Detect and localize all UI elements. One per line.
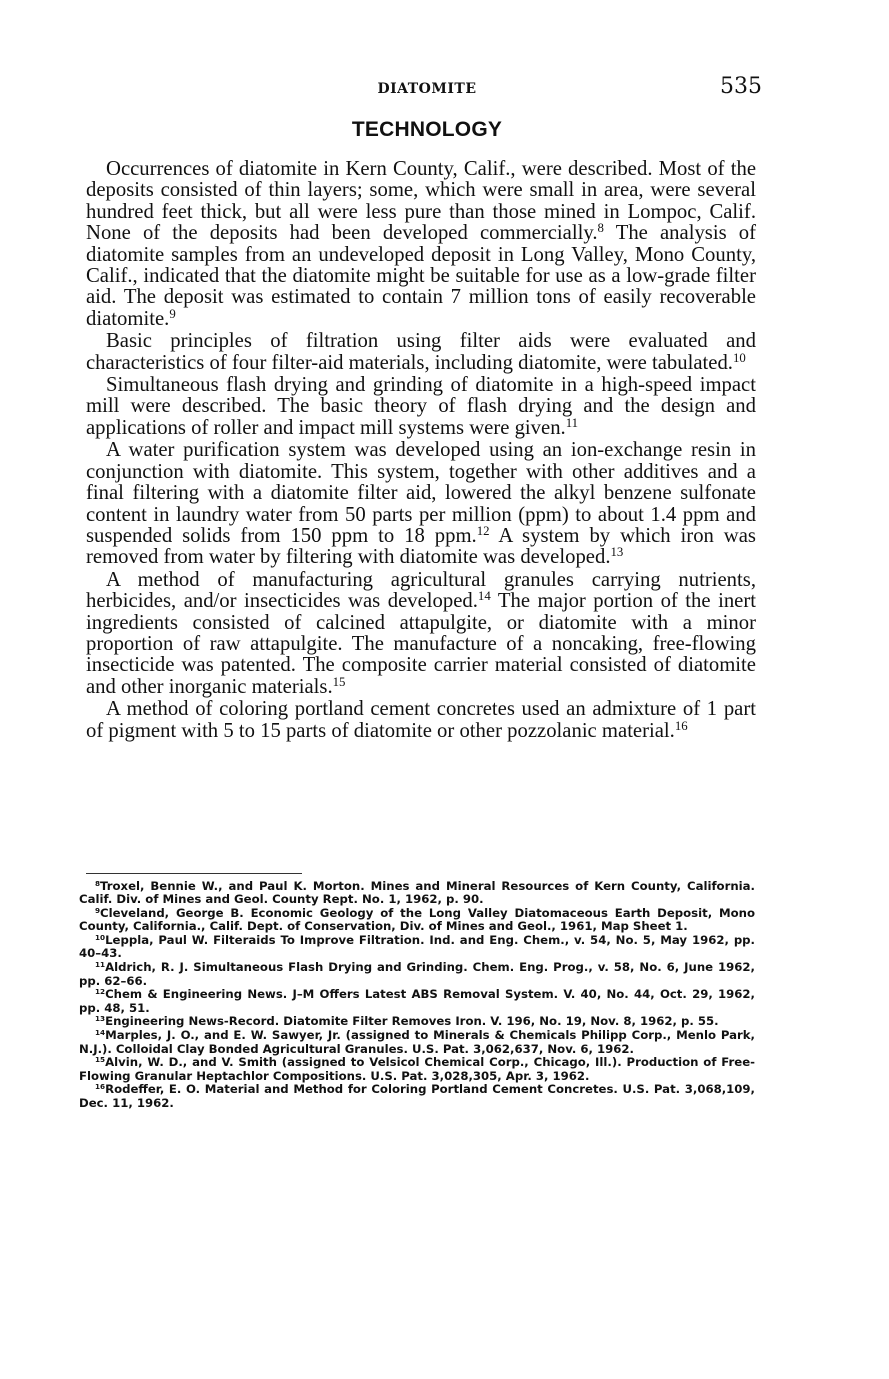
footnote-text: Aldrich, R. J. Simultaneous Flash Drying and Grinding. Chem. Eng. Prog., v. 58, No. 6, June 1962, pp. 62–66. — [79, 960, 755, 988]
footnote — [79, 934, 755, 961]
footnote-ref: 16 — [674, 718, 688, 733]
footnote-text: Rodeffer, E. O. Material and Method for Coloring Portland Cement Concretes. U.S. Pat. 3,068,109, Dec. 11, 1962. — [79, 1082, 755, 1110]
footnote-ref: 15 — [332, 674, 346, 689]
paragraph — [86, 570, 756, 698]
footnote-ref: 13 — [610, 545, 624, 560]
footnote — [79, 1015, 755, 1028]
footnote-divider — [86, 873, 302, 874]
footnote-number: 10 — [95, 933, 106, 943]
paragraph-text: Basic principles of filtration using filter aids were evaluated and characteristics of four filter-aid materials, including diatomite, were tabulated. — [86, 330, 756, 374]
footnote-number: 14 — [95, 1028, 106, 1038]
paragraph-text: A system by which iron was removed from water by filtering with diatomite was developed. — [86, 524, 756, 569]
paragraph-text: The analysis of diatomite samples from an undeveloped deposit in Long Valley, Mono County, Calif., indicated that the diatomite might be suitable for use as a low-grade filter aid. The deposit was estimated to contain 7 million tons of easily recoverable diatomite. — [86, 222, 756, 330]
footnote — [79, 961, 755, 988]
footnote-ref: 9 — [169, 306, 176, 321]
footnote — [79, 988, 755, 1015]
paragraph-text: A method of coloring portland cement concretes used an admixture of 1 part of pigment with 5 to 15 parts of diatomite or other pozzolanic material. — [86, 698, 756, 742]
paragraph — [86, 331, 756, 374]
paragraph-text: Simultaneous flash drying and grinding of diatomite in a high-speed impact mill were described. The basic theory of flash drying and the design and applications of roller and impact mill systems were given. — [86, 374, 756, 439]
footnote-text: Marples, J. O., and E. W. Sawyer, Jr. (assigned to Minerals & Chemicals Philipp Corp., Menlo Park, N.J.). Colloidal Clay Bonded Agricultural Granules. U.S. Pat. 3,062,637, Nov. 6, 1962. — [79, 1028, 755, 1056]
section-title: TECHNOLOGY — [351, 118, 503, 141]
footnote-ref: 12 — [476, 523, 490, 538]
footnote — [79, 907, 755, 934]
footnote — [79, 880, 755, 907]
footnote — [79, 1083, 755, 1110]
footnote-text: Troxel, Bennie W., and Paul K. Morton. Mines and Mineral Resources of Kern County, California. Calif. Div. of Mines and Geol. County Rept. No. 1, 1962, p. 90. — [79, 879, 755, 907]
paragraph — [86, 699, 756, 742]
paragraph-text: Occurrences of diatomite in Kern County, Calif., were described. Most of the deposits consisted of thin layers; some, which were small in area, were several hundred feet thick, but all were less pure than those mined in Lompoc, Calif. None of the deposits had been developed commercially. — [86, 158, 756, 245]
footnote-text: Cleveland, George B. Economic Geology of the Long Valley Diatomaceous Earth Deposit, Mono County, California., Calif. Dept. of Conservation, Div. of Mines and Geol., 1961, Map Sheet 1. — [79, 906, 755, 934]
footnote-ref: 11 — [565, 415, 579, 430]
footnote-ref: 8 — [597, 221, 604, 236]
body-text — [86, 159, 756, 743]
footnote-ref: 10 — [732, 350, 746, 365]
paragraph — [86, 375, 756, 439]
footnote-number: 13 — [95, 1014, 106, 1024]
footnote-ref: 14 — [477, 589, 491, 604]
footnote-number: 8 — [95, 879, 101, 889]
footnote-text: Alvin, W. D., and V. Smith (assigned to Velsicol Chemical Corp., Chicago, Ill.). Production of Free-Flowing Granular Heptachlor Compositions. U.S. Pat. 3,028,305, Apr. 3, 1962. — [79, 1055, 755, 1083]
footnote-number: 11 — [95, 960, 106, 970]
footnote — [79, 1056, 755, 1083]
footnotes — [79, 880, 755, 1111]
footnote-number: 9 — [95, 906, 101, 916]
footnote-number: 12 — [95, 987, 106, 997]
running-title: DIATOMITE — [377, 81, 477, 97]
footnote-text: Chem & Engineering News. J–M Offers Latest ABS Removal System. V. 40, No. 44, Oct. 29, 1962, pp. 48, 51. — [79, 987, 755, 1015]
page-number: 535 — [720, 74, 762, 99]
footnote — [79, 1029, 755, 1056]
paragraph — [86, 159, 756, 330]
paragraph-text: A method of manufacturing agricultural granules carrying nutrients, herbicides, and/or insecticides was developed. — [86, 568, 756, 613]
paragraph — [86, 440, 756, 568]
footnote-text: Leppla, Paul W. Filteraids To Improve Filtration. Ind. and Eng. Chem., v. 54, No. 5, May 1962, pp. 40–43. — [79, 933, 755, 961]
footnote-text: Engineering News-Record. Diatomite Filter Removes Iron. V. 196, No. 19, Nov. 8, 1962, p. 55. — [105, 1014, 719, 1029]
paragraph-text: A water purification system was developed using an ion-exchange resin in conjunction with diatomite. This system, together with other additives and a final filtering with a diatomite filter aid, lowered the alkyl benzene sulfonate content in laundry water from 50 parts per million (ppm) to about 1.4 ppm and suspended solids from 150 ppm to 18 ppm. — [86, 439, 756, 547]
running-head — [86, 76, 768, 100]
footnote-number: 15 — [95, 1055, 106, 1065]
paragraph-text: The major portion of the inert ingredients consisted of calcined attapulgite, or diatomite with a minor proportion of raw attapulgite. The manufacture of a noncaking, free-flowing insecticide was patented. The composite carrier material consisted of diatomite and other inorganic materials. — [86, 590, 756, 698]
footnote-number: 16 — [95, 1082, 106, 1092]
